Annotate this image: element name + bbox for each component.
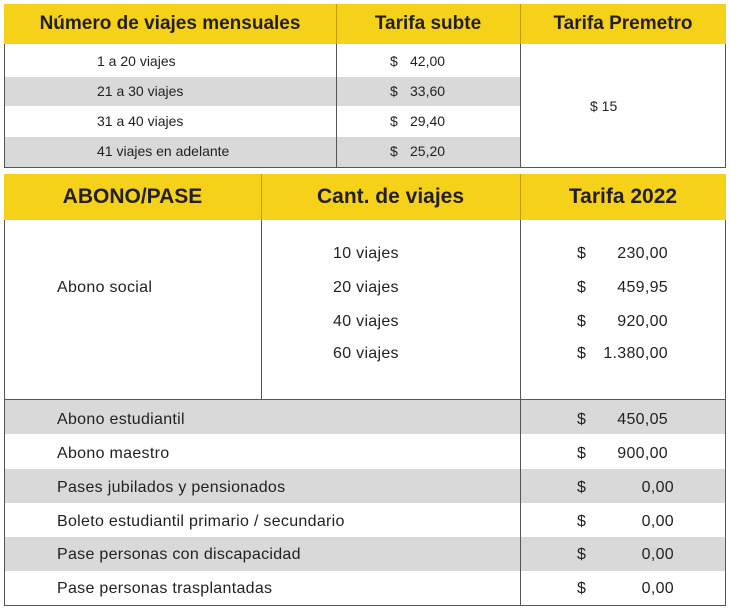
social-trips: 60 viajes — [333, 345, 399, 362]
pass-label: Abono maestro — [57, 445, 170, 462]
table1-currency: $ — [390, 53, 398, 69]
table1-currency: $ — [390, 143, 398, 159]
pass-currency: $ — [577, 411, 587, 428]
pass-amount: 900,00 — [617, 445, 668, 462]
pass-currency: $ — [577, 546, 587, 563]
table1-amount: 29,40 — [410, 113, 446, 129]
pass-label: Pase personas con discapacidad — [57, 546, 301, 563]
pass-amount: 0,00 — [641, 513, 674, 530]
pass-currency: $ — [577, 580, 587, 597]
social-currency: $ — [577, 313, 587, 330]
pass-amount: 0,00 — [641, 546, 674, 563]
pass-currency: $ — [577, 445, 587, 462]
social-trips: 40 viajes — [333, 313, 399, 330]
social-currency: $ — [577, 245, 587, 262]
table1-currency: $ — [390, 113, 398, 129]
social-amount: 459,95 — [617, 279, 668, 296]
table1-header-trips: Número de viajes mensuales — [39, 13, 301, 34]
pass-label: Boleto estudiantil primario / secundario — [57, 513, 345, 530]
table1-range: 1 a 20 viajes — [97, 53, 176, 69]
table1-range: 41 viajes en adelante — [97, 143, 230, 159]
abono-social-label: Abono social — [57, 279, 153, 296]
social-trips: 10 viajes — [333, 245, 399, 262]
table2-header-fare: Tarifa 2022 — [568, 185, 678, 208]
social-amount: 1.380,00 — [603, 345, 668, 362]
pass-amount: 0,00 — [641, 479, 674, 496]
table1-amount: 42,00 — [410, 53, 446, 69]
pass-currency: $ — [577, 513, 587, 530]
pass-amount: 0,00 — [641, 580, 674, 597]
pass-currency: $ — [577, 479, 587, 496]
social-currency: $ — [577, 279, 587, 296]
table1-amount: 25,20 — [410, 143, 446, 159]
premetro-fare: $ 15 — [590, 98, 618, 114]
social-trips: 20 viajes — [333, 279, 399, 296]
table2-header-pass: ABONO/PASE — [62, 185, 203, 208]
table1-amount: 33,60 — [410, 83, 446, 99]
pass-label: Pases jubilados y pensionados — [57, 479, 286, 496]
social-currency: $ — [577, 345, 587, 362]
pass-amount: 450,05 — [617, 411, 668, 428]
table1-range: 31 a 40 viajes — [97, 113, 184, 129]
table1-currency: $ — [390, 83, 398, 99]
table1-range: 21 a 30 viajes — [97, 83, 184, 99]
table1-header-premetro: Tarifa Premetro — [553, 13, 693, 34]
social-amount: 920,00 — [617, 313, 668, 330]
table1-header-subte: Tarifa subte — [374, 13, 482, 34]
table2-header-trips: Cant. de viajes — [316, 185, 465, 208]
social-amount: 230,00 — [617, 245, 668, 262]
pass-label: Abono estudiantil — [57, 411, 185, 428]
pass-label: Pase personas trasplantadas — [57, 580, 273, 597]
